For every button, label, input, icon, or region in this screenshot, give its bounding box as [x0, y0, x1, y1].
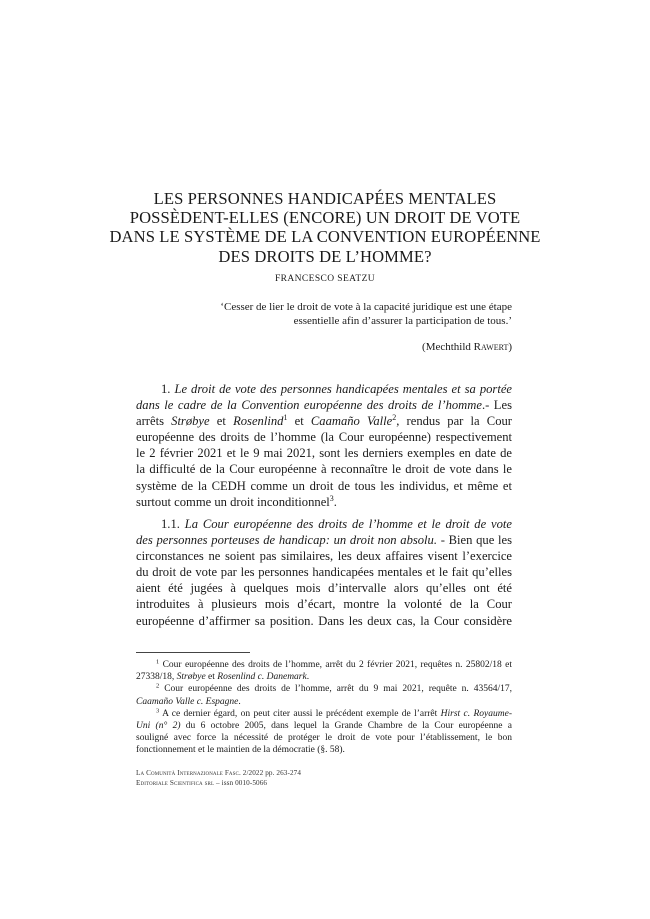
title-line: DANS LE SYSTÈME DE LA CONVENTION EUROPÉENNE: [109, 227, 541, 247]
epigraph: [192, 300, 512, 328]
text-line: 1. Le droit de vote des personnes handicapées mentales et sa portée: [161, 382, 513, 396]
text-line: la difficulté de la Cour européenne à reconnaître le droit de vote dans le: [136, 462, 512, 477]
text-line: aient été jugées à quelques mois d’intervalle alors qu’elles ont été: [136, 581, 512, 596]
text-line: système de la CEDH comme un droit de tous les individus, et même et: [136, 478, 512, 493]
footnote-1-cont: 27338/18, Strøbye et Rosenlind c. Danemark.: [136, 672, 310, 683]
text-line: européenne d’affirmer sa position. Dans les deux cas, la Cour considère: [136, 613, 512, 628]
footnote-ref[interactable]: 2: [392, 413, 397, 423]
article-title: [100, 189, 550, 266]
footnote-separator: [136, 652, 250, 653]
paragraph-2: [136, 516, 512, 629]
footnote-ref[interactable]: 3: [329, 493, 334, 503]
journal-footer: [136, 769, 301, 788]
footnote-3: $^3$ A ce dernier égard, on peut citer aussi le précédent exemple de l’arrêt Hirst c. Royaume-: [156, 707, 512, 719]
publisher-line: Editoriale Scientifica srl – issn 0010-5066: [136, 778, 268, 787]
epigraph-attribution: (Mechthild Rawert): [422, 341, 512, 353]
title-line: DES DROITS DE L’HOMME?: [218, 246, 432, 266]
author-name: FRANCESCO SEATZU: [274, 274, 376, 284]
text-line: européenne des droits de l’homme (la Cour européenne) respectivement: [136, 430, 512, 445]
footnote-3-cont: Uni (n° 2) du 6 octobre 2005, dans lequel la Grande Chambre de la Cour européenne a: [136, 720, 512, 731]
title-line: LES PERSONNES HANDICAPÉES MENTALES: [153, 189, 497, 208]
text-line: introduites à plusieurs mois d’écart, montre la volonté de la Cour: [136, 597, 512, 612]
text-line: circonstances ne soient pas similaires, les deux affaires visent l’exercice: [136, 549, 512, 564]
text-line: 1.1. La Cour européenne des droits de l’homme et le droit de vote: [161, 517, 512, 531]
footnote-1: $^1$ Cour européenne des droits de l’homme, arrêt du 2 février 2021, requêtes n. 25802/18 et: [156, 658, 512, 670]
text-line: surtout comme un droit inconditionnel$^3$.: [136, 493, 337, 509]
epigraph-line: essentielle afin d’assurer la participation de tous.’: [293, 315, 512, 327]
paragraph-1: [136, 381, 512, 510]
footnote-3-cont: fonctionnement et le maintien de la démocratie (§. 58).: [136, 745, 345, 756]
text-line: du droit de vote par les personnes handicapées mentales et le fait qu’elles: [136, 565, 512, 580]
epigraph-line: ‘Cesser de lier le droit de vote à la capacité juridique est une étape: [220, 301, 512, 313]
text-line: arrêts Strøbye et Rosenlind$^1$ et Caamaño Valle$^2$, rendus par la Cour: [136, 413, 512, 429]
footnote-2: $^2$ Cour européenne des droits de l’homme, arrêt du 9 mai 2021, requête n. 43564/17,: [156, 682, 512, 695]
footnotes: [136, 659, 512, 757]
footnote-ref[interactable]: 1: [283, 413, 288, 423]
text-line: des personnes porteuses de handicap: un droit non absolu. - Bien que les: [136, 533, 513, 548]
text-line: le 2 février 2021 et le 9 mai 2021, sont les derniers exemples en date de: [136, 446, 512, 461]
title-line: POSSÈDENT-ELLES (ENCORE) UN DROIT DE VOTE: [129, 208, 521, 228]
text-line: dans le cadre de la Convention européenne des droits de l’homme.- Les: [136, 398, 512, 413]
journal-citation: La Comunità Internazionale Fasc. 2/2022 pp. 263-274: [136, 769, 302, 777]
footnote-2-cont: Caamaño Valle c. Espagne.: [136, 696, 241, 707]
footnote-3-cont: souligné avec force la nécessité de protéger le droit de vote pour l’établissement, le bon: [136, 733, 512, 744]
